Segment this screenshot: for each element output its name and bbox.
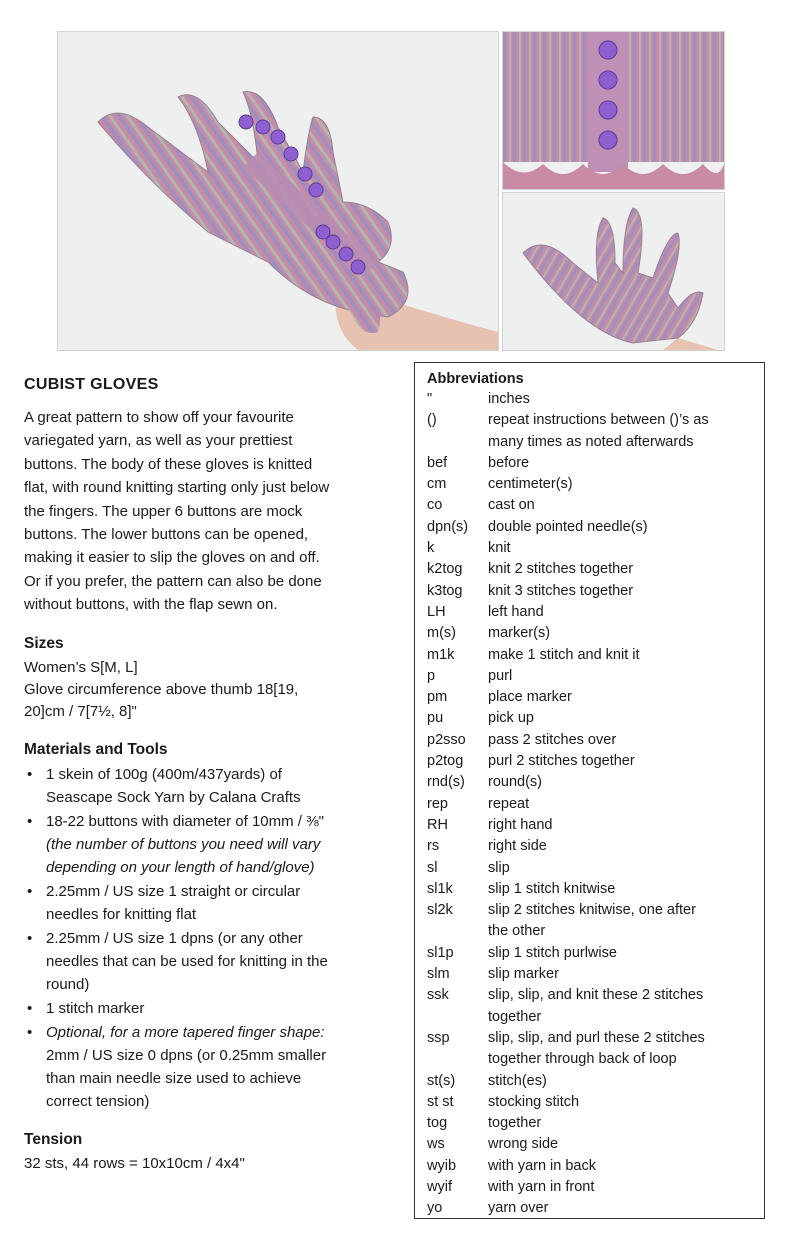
abbreviation-row xyxy=(427,645,754,666)
materials-line: round) xyxy=(46,975,90,993)
abbreviation-term: pm xyxy=(427,689,448,706)
abbreviation-definition-line: before xyxy=(488,454,530,471)
abbreviation-definition xyxy=(488,602,754,623)
materials-item xyxy=(24,810,402,879)
glove-palm-illustration xyxy=(503,193,724,350)
abbreviation-term: dpn(s) xyxy=(427,518,469,535)
bullet-icon: • xyxy=(27,999,33,1017)
abbreviation-definition-line: cast on xyxy=(488,497,535,514)
abbreviation-definition-line: slip 1 stitch knitwise xyxy=(488,880,616,897)
abbreviation-term: ssp xyxy=(427,1029,450,1046)
abbreviation-definition-line: many times as noted afterwards xyxy=(488,433,694,450)
intro-line: A great pattern to show off your favourite xyxy=(24,409,294,426)
abbreviation-term: st st xyxy=(427,1093,454,1110)
button-icon xyxy=(339,247,353,261)
materials-line: 1 stitch marker xyxy=(46,999,145,1017)
materials-line: Seascape Sock Yarn by Calana Crafts xyxy=(46,788,301,806)
abbreviation-definition-line: repeat xyxy=(488,795,530,812)
glove-photo-detail xyxy=(502,31,725,190)
abbreviation-term: sl1k xyxy=(427,880,453,897)
abbreviations-list xyxy=(427,389,754,1220)
abbreviation-definition-line: left hand xyxy=(488,603,544,620)
sizes-text xyxy=(24,657,402,723)
abbreviation-definition-line: wrong side xyxy=(488,1136,559,1153)
abbreviation-row xyxy=(427,687,754,708)
abbreviation-definition-line: place marker xyxy=(488,689,572,706)
abbreviation-definition-line: double pointed needle(s) xyxy=(488,518,648,535)
bullet-icon: • xyxy=(27,929,33,947)
abbreviation-definition xyxy=(488,410,754,453)
abbreviation-row xyxy=(427,389,754,410)
abbreviation-term: k3tog xyxy=(427,582,463,599)
intro-line: making it easier to slip the gloves on and off. xyxy=(24,549,320,567)
abbreviation-definition-line: with yarn in front xyxy=(488,1178,595,1195)
abbreviation-term: rep xyxy=(427,795,448,812)
abbreviation-definition xyxy=(488,1134,754,1155)
button-icon xyxy=(599,41,617,59)
abbreviation-row xyxy=(427,985,754,1028)
abbreviation-definition-line: inches xyxy=(488,391,530,407)
abbreviation-definition-line: the other xyxy=(488,923,546,940)
abbreviation-row xyxy=(427,410,754,453)
abbreviation-definition xyxy=(488,964,754,985)
materials-note: (the number of buttons you need will vary xyxy=(46,835,321,853)
abbreviation-definition xyxy=(488,1092,754,1113)
abbreviation-row xyxy=(427,1113,754,1134)
abbreviation-row xyxy=(427,453,754,474)
abbreviation-definition-line: right side xyxy=(488,838,547,855)
abbreviation-definition xyxy=(488,538,754,559)
abbreviation-definition xyxy=(488,1177,754,1198)
materials-line: than main needle size used to achieve xyxy=(46,1069,302,1087)
abbreviation-definition xyxy=(488,1071,754,1092)
abbreviation-term: st(s) xyxy=(427,1072,456,1089)
abbreviation-row xyxy=(427,836,754,857)
abbreviation-term: " xyxy=(427,391,433,407)
abbreviation-definition xyxy=(488,772,754,793)
abbreviation-definition-line: together through back of loop xyxy=(488,1051,677,1068)
abbreviation-row xyxy=(427,517,754,538)
intro-paragraph xyxy=(24,406,402,617)
abbreviation-row xyxy=(427,666,754,687)
abbreviation-definition xyxy=(488,495,754,516)
abbreviation-term: sl2k xyxy=(427,902,453,919)
abbreviation-row xyxy=(427,1177,754,1198)
intro-line: without buttons, with the flap sewn on. xyxy=(24,596,278,614)
sizes-line: Women’s S[M, L] xyxy=(24,658,138,676)
materials-section xyxy=(24,741,402,1113)
sizes-line: Glove circumference above thumb 18[19, xyxy=(24,680,299,698)
intro-line: the fingers. The upper 6 buttons are mock xyxy=(24,502,303,520)
sizes-section xyxy=(24,635,402,723)
button-icon xyxy=(599,101,617,119)
button-icon xyxy=(351,260,365,274)
abbreviation-definition-line: yarn over xyxy=(488,1200,549,1217)
abbreviation-definition-line: together xyxy=(488,1008,542,1025)
abbreviation-term: () xyxy=(427,412,437,429)
abbreviation-term: rs xyxy=(427,838,440,855)
abbreviation-term: ws xyxy=(427,1136,445,1153)
pattern-description xyxy=(24,376,402,1175)
page-title: CUBIST GLOVES xyxy=(24,376,159,393)
abbreviation-term: p2tog xyxy=(427,753,464,770)
bullet-icon: • xyxy=(27,765,33,783)
abbreviation-row xyxy=(427,1156,754,1177)
abbreviation-row xyxy=(427,602,754,623)
glove-photo-palm xyxy=(502,192,725,351)
intro-line: Or if you prefer, the pattern can also be done xyxy=(24,572,322,590)
tension-text: 32 sts, 44 rows = 10x10cm / 4x4" xyxy=(24,1154,245,1172)
abbreviation-definition-line: right hand xyxy=(488,816,553,833)
abbreviation-definition-line: slip 1 stitch purlwise xyxy=(488,944,617,961)
abbreviation-term: yo xyxy=(427,1200,443,1217)
abbreviation-definition xyxy=(488,453,754,474)
abbreviation-row xyxy=(427,474,754,495)
abbreviation-term: k2tog xyxy=(427,561,463,578)
abbreviation-row xyxy=(427,1134,754,1155)
abbreviation-row xyxy=(427,495,754,516)
materials-line: 2.25mm / US size 1 dpns (or any other xyxy=(46,929,303,947)
abbreviation-definition-line: purl xyxy=(488,667,513,684)
abbreviation-definition xyxy=(488,879,754,900)
abbreviation-row xyxy=(427,772,754,793)
button-icon xyxy=(599,71,617,89)
abbreviation-term: wyib xyxy=(427,1157,457,1174)
button-icon xyxy=(239,115,253,129)
abbreviation-term: tog xyxy=(427,1115,448,1132)
abbreviation-term: k xyxy=(427,540,435,557)
abbreviation-definition-line: marker(s) xyxy=(488,625,551,642)
abbreviation-row xyxy=(427,730,754,751)
abbreviation-term: cm xyxy=(427,476,447,493)
abbreviation-row xyxy=(427,1198,754,1219)
abbreviation-definition xyxy=(488,474,754,495)
abbreviations-box xyxy=(414,362,765,1219)
materials-line: 2mm / US size 0 dpns (or 0.25mm smaller xyxy=(46,1046,327,1064)
abbreviations-heading: Abbreviations xyxy=(427,371,524,387)
abbreviation-row xyxy=(427,794,754,815)
abbreviation-definition-line: repeat instructions between ()’s as xyxy=(488,412,709,429)
tension-heading: Tension xyxy=(24,1130,83,1148)
button-icon xyxy=(271,130,285,144)
abbreviation-definition-line: stitch(es) xyxy=(488,1072,547,1089)
abbreviation-definition xyxy=(488,1028,754,1071)
abbreviation-definition-line: purl 2 stitches together xyxy=(488,753,635,770)
materials-line: 1 skein of 100g (400m/437yards) of xyxy=(46,765,282,783)
abbreviation-definition xyxy=(488,1156,754,1177)
abbreviation-row xyxy=(427,815,754,836)
abbreviation-row xyxy=(427,900,754,943)
materials-item xyxy=(24,1021,402,1113)
sizes-line: 20]cm / 7[7½, 8]" xyxy=(24,702,137,720)
abbreviation-definition xyxy=(488,389,754,410)
button-icon xyxy=(309,183,323,197)
materials-line: needles for knitting flat xyxy=(46,905,197,923)
abbreviation-row xyxy=(427,559,754,580)
abbreviation-definition xyxy=(488,985,754,1028)
abbreviation-definition-line: with yarn in back xyxy=(488,1157,596,1174)
sizes-heading: Sizes xyxy=(24,634,64,652)
button-icon xyxy=(256,120,270,134)
abbreviation-term: p2sso xyxy=(427,731,466,748)
abbreviation-row xyxy=(427,1028,754,1071)
materials-note: depending on your length of hand/glove) xyxy=(46,858,315,876)
abbreviation-definition-line: pass 2 stitches over xyxy=(488,731,617,748)
abbreviation-row xyxy=(427,1092,754,1113)
tension-section xyxy=(24,1131,402,1175)
abbreviation-definition xyxy=(488,581,754,602)
abbreviation-definition xyxy=(488,687,754,708)
abbreviation-definition xyxy=(488,730,754,751)
abbreviation-definition xyxy=(488,645,754,666)
abbreviation-definition-line: slip xyxy=(488,859,510,876)
button-icon xyxy=(326,235,340,249)
abbreviation-definition xyxy=(488,836,754,857)
abbreviation-row xyxy=(427,964,754,985)
intro-line: variegated yarn, as well as your prettiest xyxy=(24,432,293,450)
button-icon xyxy=(298,167,312,181)
bullet-icon: • xyxy=(27,1023,33,1041)
abbreviation-term: RH xyxy=(427,816,448,833)
abbreviation-definition-line: pick up xyxy=(488,710,534,727)
abbreviation-definition xyxy=(488,794,754,815)
abbreviation-definition xyxy=(488,1198,754,1219)
materials-item xyxy=(24,927,402,996)
materials-note: Optional, for a more tapered finger shape: xyxy=(46,1023,325,1041)
abbreviation-definition xyxy=(488,751,754,772)
abbreviation-row xyxy=(427,581,754,602)
abbreviation-definition-line: slip marker xyxy=(488,966,559,983)
abbreviation-term: rnd(s) xyxy=(427,774,465,791)
abbreviation-definition xyxy=(488,708,754,729)
materials-line: needles that can be used for knitting in the xyxy=(46,952,328,970)
abbreviation-term: p xyxy=(427,667,436,684)
abbreviation-row xyxy=(427,943,754,964)
abbreviation-term: bef xyxy=(427,454,448,471)
abbreviation-term: m(s) xyxy=(427,625,456,642)
abbreviation-row xyxy=(427,1071,754,1092)
abbreviation-term: ssk xyxy=(427,987,449,1004)
bullet-icon: • xyxy=(27,882,33,900)
materials-item xyxy=(24,997,402,1020)
abbreviation-definition xyxy=(488,666,754,687)
materials-line: correct tension) xyxy=(46,1092,150,1110)
abbreviation-definition-line: knit 2 stitches together xyxy=(488,561,634,578)
glove-photo-main xyxy=(57,31,499,351)
button-icon xyxy=(599,131,617,149)
abbreviation-definition-line: round(s) xyxy=(488,774,542,791)
abbreviation-definition-line: together xyxy=(488,1115,542,1132)
abbreviation-row xyxy=(427,708,754,729)
intro-line: buttons. The body of these gloves is knitted xyxy=(24,455,313,473)
abbreviation-row xyxy=(427,538,754,559)
button-icon xyxy=(284,147,298,161)
abbreviation-definition-line: slip 2 stitches knitwise, one after xyxy=(488,902,696,919)
abbreviation-term: slm xyxy=(427,966,450,983)
abbreviation-definition xyxy=(488,900,754,943)
abbreviation-definition xyxy=(488,517,754,538)
button-marks xyxy=(58,32,498,350)
abbreviation-term: m1k xyxy=(427,646,455,663)
abbreviation-term: sl1p xyxy=(427,944,454,961)
materials-item xyxy=(24,763,402,809)
abbreviation-definition xyxy=(488,815,754,836)
abbreviation-term: co xyxy=(427,497,443,514)
abbreviation-definition-line: slip, slip, and knit these 2 stitches xyxy=(488,987,704,1004)
abbreviation-definition xyxy=(488,1113,754,1134)
materials-item xyxy=(24,880,402,926)
bullet-icon: • xyxy=(27,812,33,830)
abbreviation-definition-line: centimeter(s) xyxy=(488,476,573,493)
abbreviation-definition xyxy=(488,943,754,964)
intro-line: buttons. The lower buttons can be opened, xyxy=(24,526,309,544)
abbreviation-term: pu xyxy=(427,710,444,727)
abbreviation-row xyxy=(427,623,754,644)
abbreviation-row xyxy=(427,879,754,900)
abbreviation-row xyxy=(427,751,754,772)
abbreviation-definition-line: slip, slip, and purl these 2 stitches xyxy=(488,1029,705,1046)
abbreviation-definition xyxy=(488,623,754,644)
abbreviation-definition xyxy=(488,858,754,879)
abbreviation-term: sl xyxy=(427,859,438,876)
abbreviation-definition xyxy=(488,559,754,580)
materials-list xyxy=(24,763,402,1113)
abbreviation-definition-line: knit 3 stitches together xyxy=(488,582,634,599)
abbreviation-term: wyif xyxy=(427,1178,452,1195)
glove-cuff-illustration xyxy=(503,32,724,189)
abbreviation-row xyxy=(427,858,754,879)
materials-line: 18-22 buttons with diameter of 10mm / ⅜" xyxy=(46,812,324,830)
abbreviation-definition-line: stocking stitch xyxy=(488,1093,580,1110)
intro-line: flat, with round knitting starting only just below xyxy=(24,479,330,497)
abbreviation-definition-line: knit xyxy=(488,540,511,557)
materials-heading: Materials and Tools xyxy=(24,740,168,758)
abbreviation-definition-line: make 1 stitch and knit it xyxy=(488,646,640,663)
materials-line: 2.25mm / US size 1 straight or circular xyxy=(46,882,301,900)
abbreviation-term: LH xyxy=(427,603,446,620)
